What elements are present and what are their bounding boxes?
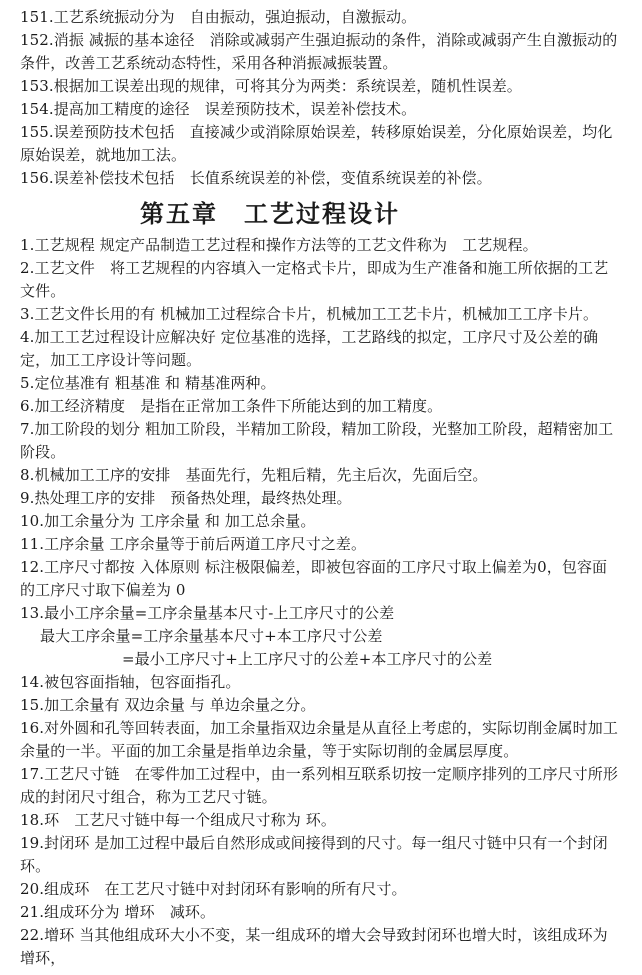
list-item: 5.定位基准有 粗基准 和 精基准两种。 bbox=[20, 374, 276, 392]
list-item: 12.工序尺寸都按 入体原则 标注极限偏差，即被包容面的工序尺寸取上偏差为0，包容面的工序尺寸取下偏差为 0 bbox=[20, 558, 608, 599]
chapter-title: 第五章 工艺过程设计 bbox=[140, 199, 400, 228]
list-item: 13.最小工序余量=工序余量基本尺寸-上工序尺寸的公差 bbox=[20, 604, 395, 622]
list-item: 16.对外圆和孔等回转表面，加工余量指双边余量是从直径上考虑的，实际切削金属时加工余量的一半。平面的加工余量是指单边余量，等于实际切削的金属层厚度。 bbox=[20, 719, 618, 760]
list-item: 7.加工阶段的划分 粗加工阶段，半精加工阶段，精加工阶段，光整加工阶段，超精密加工阶段。 bbox=[20, 420, 614, 461]
list-item: 152.消振 减振的基本途径 消除或减弱产生强迫振动的条件，消除或减弱产生自激振动的条件，改善工艺系统动态特性，采用各种消振减振装置。 bbox=[20, 31, 618, 72]
list-item: 14.被包容面指轴，包容面指孔。 bbox=[20, 673, 241, 691]
list-item: 153.根据加工误差出现的规律，可将其分为两类：系统误差，随机性误差。 bbox=[20, 77, 522, 95]
list-item: 4.加工工艺过程设计应解决好 定位基准的选择，工艺路线的拟定，工序尺寸及公差的确定，加工工序设计等问题。 bbox=[20, 328, 599, 369]
list-item: 10.加工余量分为 工序余量 和 加工总余量。 bbox=[20, 512, 316, 530]
list-item: 155.误差预防技术包括 直接减少或消除原始误差，转移原始误差，分化原始误差，均化原始误差，就地加工法。 bbox=[20, 123, 613, 164]
list-item: 1.工艺规程 规定产品制造工艺过程和操作方法等的工艺文件称为 工艺规程。 bbox=[20, 236, 538, 254]
list-item: 154.提高加工精度的途径 误差预防技术，误差补偿技术。 bbox=[20, 100, 417, 118]
list-item: 21.组成环分为 增环 减环。 bbox=[20, 903, 216, 921]
section-chapter-five bbox=[20, 234, 620, 970]
list-item: 11.工序余量 工序余量等于前后两道工序尺寸之差。 bbox=[20, 535, 367, 553]
formula-line: =最小工序尺寸+上工序尺寸的公差+本工序尺寸的公差 bbox=[122, 650, 493, 668]
list-item: 17.工艺尺寸链 在零件加工过程中，由一系列相互联系切按一定顺序排列的工序尺寸所形成的封闭尺寸组合，称为工艺尺寸链。 bbox=[20, 765, 618, 806]
list-item: 2.工艺文件 将工艺规程的内容填入一定格式卡片，即成为生产准备和施工所依据的工艺文件。 bbox=[20, 259, 609, 300]
list-item: 156.误差补偿技术包括 长值系统误差的补偿，变值系统误差的补偿。 bbox=[20, 169, 492, 187]
list-item: 22.增环 当其他组成环大小不变，某一组成环的增大会导致封闭环也增大时，该组成环为增环， bbox=[20, 926, 608, 967]
list-item: 3.工艺文件长用的有 机械加工过程综合卡片，机械加工工艺卡片，机械加工工序卡片。 bbox=[20, 305, 599, 323]
list-item: 151.工艺系统振动分为 自由振动，强迫振动，自激振动。 bbox=[20, 8, 417, 26]
section-previous-chapter bbox=[20, 6, 620, 190]
formula-line: 最大工序余量=工序余量基本尺寸+本工序尺寸公差 bbox=[40, 627, 383, 645]
list-item: 8.机械加工工序的安排 基面先行，先粗后精，先主后次，先面后空。 bbox=[20, 466, 488, 484]
list-item: 20.组成环 在工艺尺寸链中对封闭环有影响的所有尺寸。 bbox=[20, 880, 407, 898]
list-item: 9.热处理工序的安排 预备热处理，最终热处理。 bbox=[20, 489, 352, 507]
list-item: 15.加工余量有 双边余量 与 单边余量之分。 bbox=[20, 696, 316, 714]
list-item: 19.封闭环 是加工过程中最后自然形成或间接得到的尺寸。每一组尺寸链中只有一个封闭环。 bbox=[20, 834, 608, 875]
list-item: 6.加工经济精度 是指在正常加工条件下所能达到的加工精度。 bbox=[20, 397, 443, 415]
list-item: 18.环 工艺尺寸链中每一个组成尺寸称为 环。 bbox=[20, 811, 336, 829]
